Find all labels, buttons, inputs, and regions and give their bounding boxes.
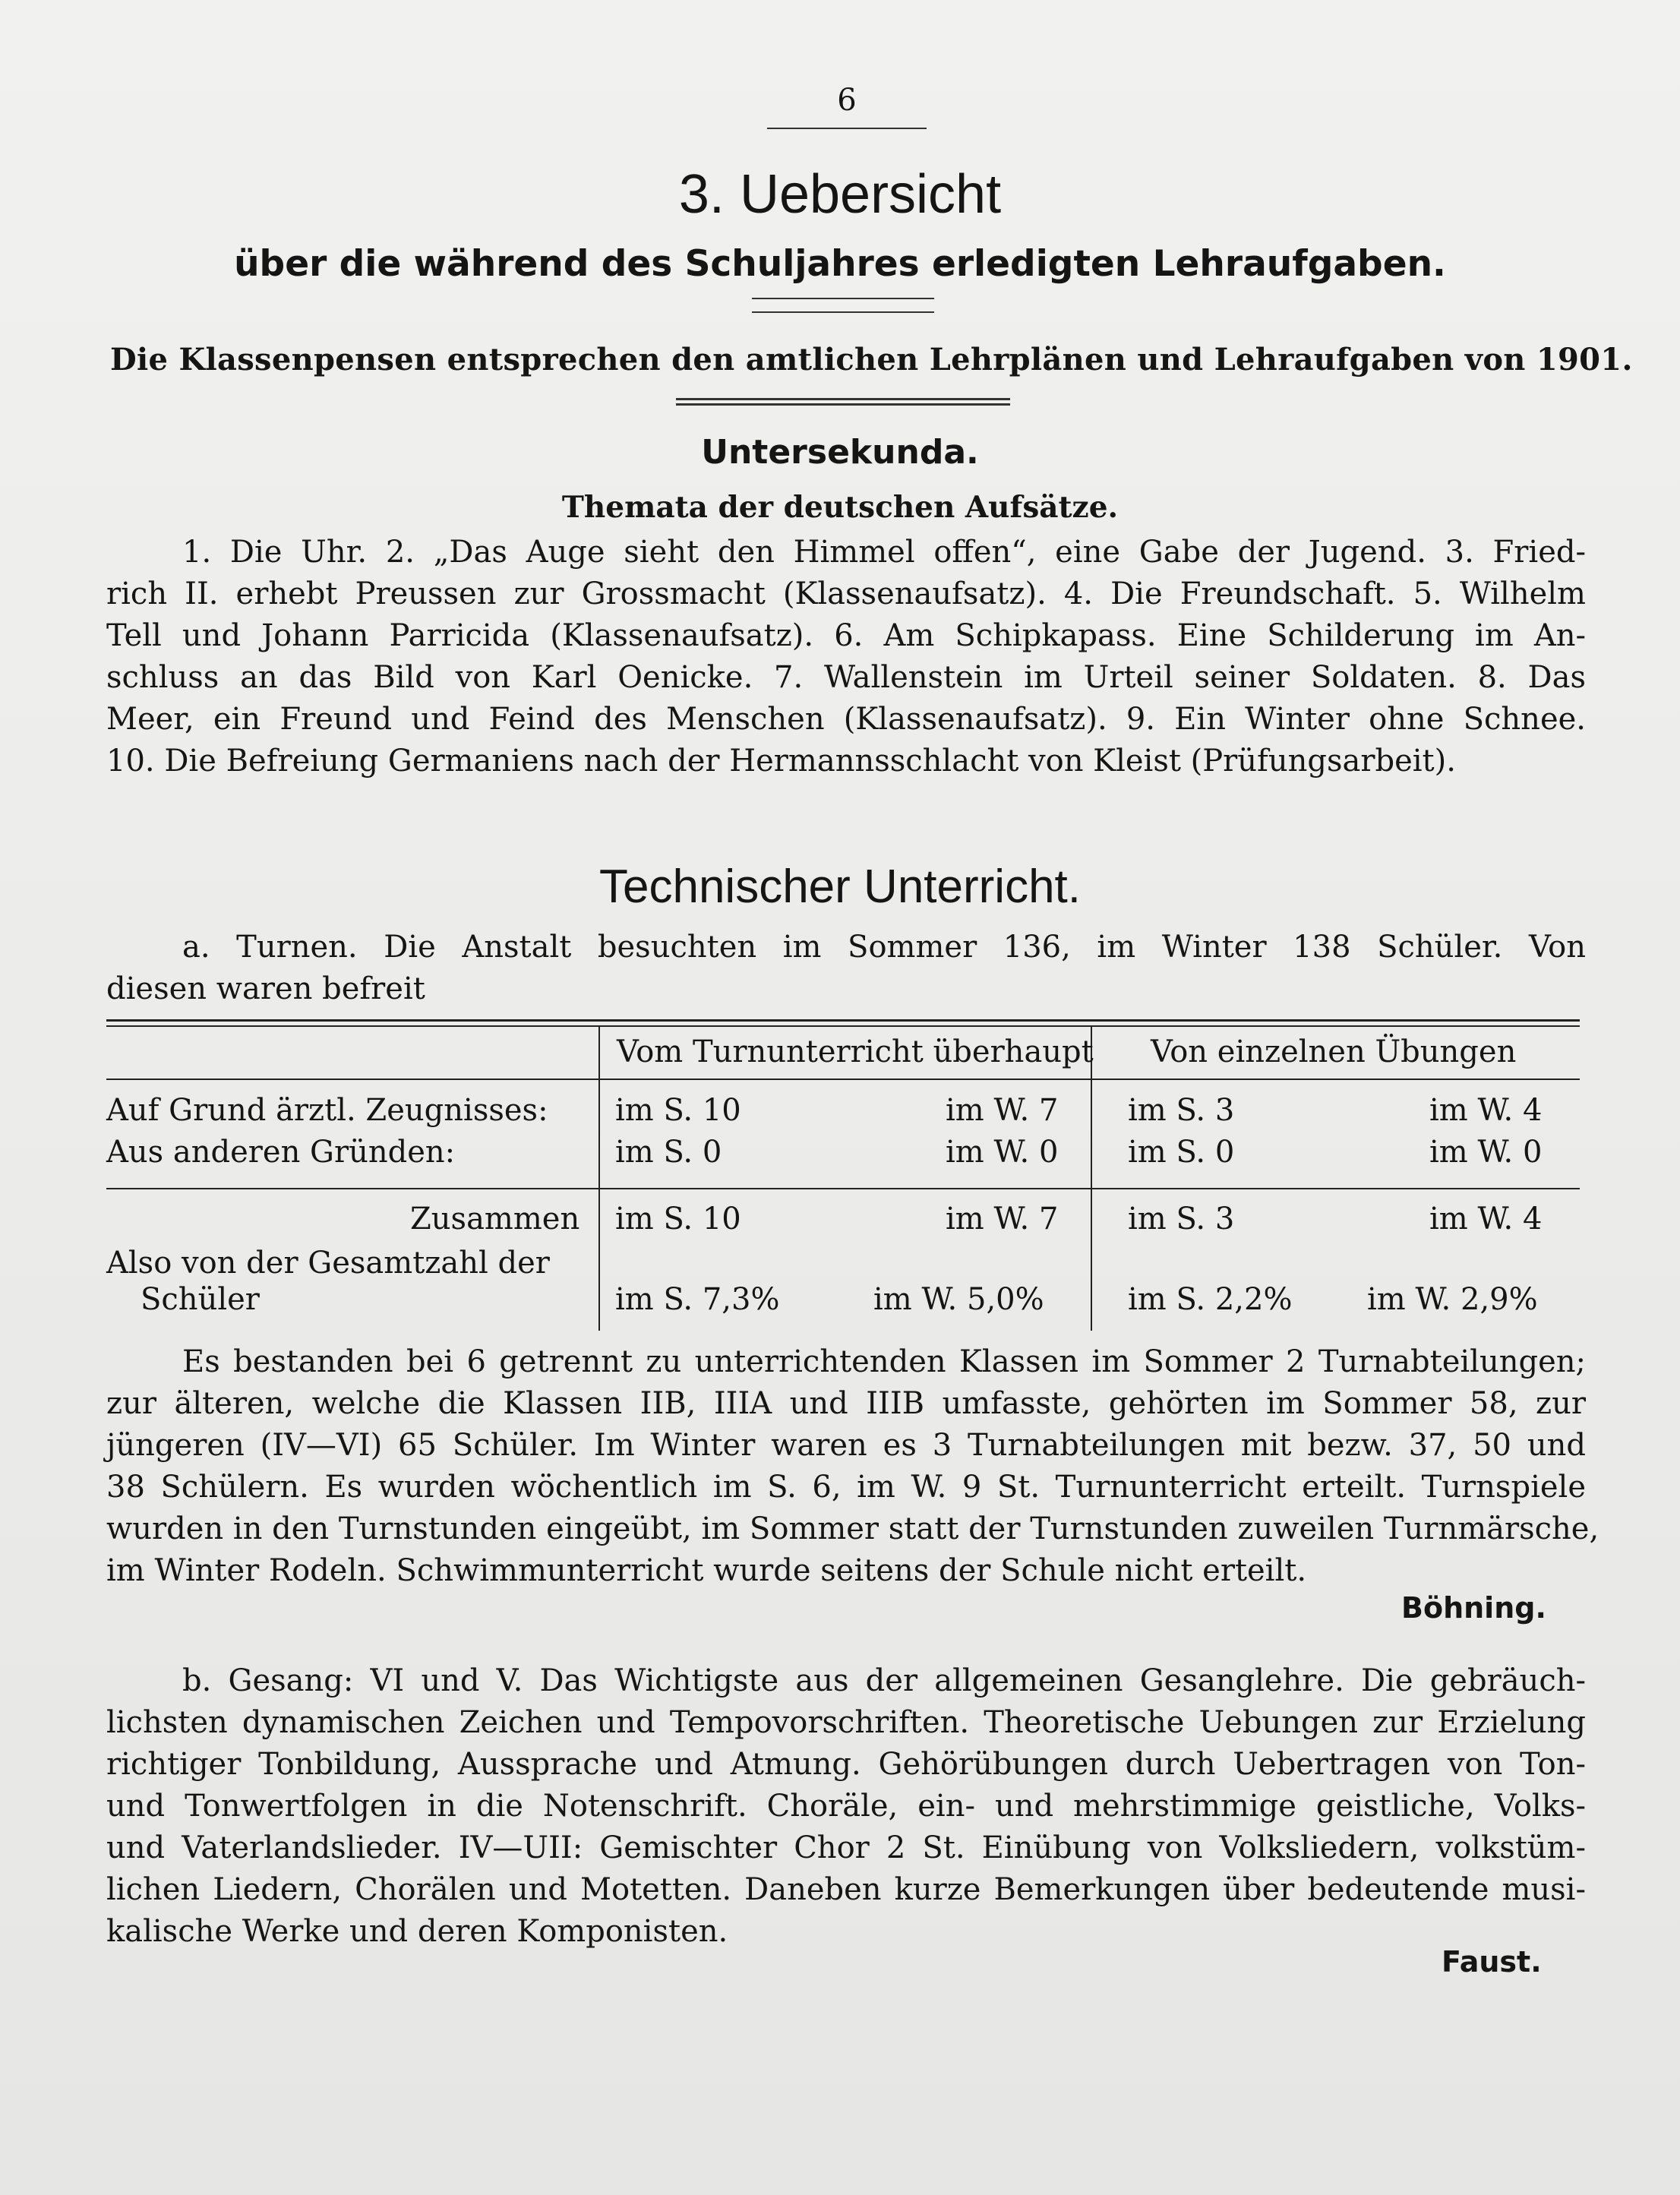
text-line: richtiger Tonbildung, Aussprache und Atmung. Gehörübungen durch Uebertragen von Ton- [106, 1747, 1586, 1782]
text-line: kalische Werke und deren Komponisten. [106, 1914, 728, 1949]
table-rule [106, 1019, 1580, 1022]
table-rule [598, 1189, 600, 1331]
gesang-paragraph [106, 1660, 1586, 1953]
table-cell: im W. 5,0% [873, 1282, 1044, 1317]
text-line: schluss an das Bild von Karl Oenicke. 7. Wallenstein im Urteil seiner Soldaten. 8. Das [106, 660, 1586, 695]
table-cell: im W. 0 [1429, 1135, 1543, 1170]
text-line: 10. Die Befreiung Germaniens nach der Hermannsschlacht von Kleist (Prüfungsarbeit). [106, 744, 1456, 779]
table-rule [598, 1080, 600, 1188]
table-cell: im S. 3 [1128, 1093, 1235, 1128]
table-row-label: Schüler [141, 1282, 260, 1317]
table-row-label: Zusammen [410, 1202, 580, 1236]
text-line: zur älteren, welche die Klassen IIB, IIIA und IIIB umfasste, gehörten im Sommer 58, zur [106, 1386, 1586, 1421]
page-number: 6 [837, 83, 857, 118]
text-line: im Winter Rodeln. Schwimmunterricht wurde seitens der Schule nicht erteilt. [106, 1553, 1307, 1588]
table-cell: im S. 10 [615, 1093, 741, 1128]
table-cell: im W. 7 [946, 1093, 1059, 1128]
text-line: b. Gesang: VI und V. Das Wichtigste aus der allgemeinen Gesanglehre. Die gebräuch- [182, 1663, 1586, 1698]
divider-rule [752, 298, 934, 299]
table-cell: im S. 7,3% [615, 1282, 780, 1317]
text-line: Tell und Johann Parricida (Klassenaufsatz). 6. Am Schipkapass. Eine Schilderung im An- [106, 618, 1586, 653]
page-number-rule [767, 128, 927, 129]
text-line: wurden in den Turnstunden eingeübt, im Sommer statt der Turnstunden zuweilen Turnmärsche, [106, 1511, 1599, 1546]
table-rule [1091, 1080, 1092, 1188]
page-subtitle: über die während des Schuljahres erledigten Lehraufgaben. [234, 243, 1446, 285]
text-line: Meer, ein Freund und Feind des Menschen (Klassenaufsatz). 9. Ein Winter ohne Schnee. [106, 702, 1586, 737]
turnen-intro-paragraph [106, 927, 1586, 1010]
table-row-label: Aus anderen Gründen: [106, 1135, 456, 1170]
text-line: und Vaterlandslieder. IV—UII: Gemischter Chor 2 St. Einübung von Volksliedern, volkstüm- [106, 1830, 1586, 1865]
text-line: a. Turnen. Die Anstalt besuchten im Sommer 136, im Winter 138 Schüler. Von [182, 930, 1586, 965]
column-header: Von einzelnen Übungen [1151, 1034, 1517, 1069]
table-cell: im S. 0 [615, 1135, 722, 1170]
essay-topics-heading: Themata der deutschen Aufsätze. [561, 490, 1119, 525]
text-line: lichen Liedern, Chorälen und Motetten. Daneben kurze Bemerkungen über bedeutende musi- [106, 1872, 1586, 1907]
signature-faust: Faust. [1442, 1945, 1542, 1979]
text-line: und Tonwertfolgen in die Notenschrift. Choräle, ein- und mehrstimmige geistliche, Volks- [106, 1789, 1586, 1824]
text-line: 38 Schülern. Es wurden wöchentlich im S. 6, im W. 9 St. Turnunterricht erteilt. Turnspiele [106, 1470, 1586, 1505]
table-cell: im S. 10 [615, 1202, 741, 1236]
exemption-table [106, 1019, 1580, 1331]
text-line: lichsten dynamischen Zeichen und Tempovorschriften. Theoretische Uebungen zur Erzielung [106, 1705, 1586, 1740]
table-cell: im W. 4 [1429, 1202, 1543, 1236]
section-heading-technical: Technischer Unterricht. [598, 861, 1082, 913]
text-line: rich II. erhebt Preussen zur Grossmacht (Klassenaufsatz). 4. Die Freundschaft. 5. Wilhelm [106, 576, 1586, 611]
column-header: Vom Turnunterricht überhaupt [617, 1034, 1094, 1069]
table-cell: im S. 0 [1128, 1135, 1235, 1170]
table-row-label: Also von der Gesamtzahl der [106, 1246, 550, 1281]
table-rule [598, 1027, 600, 1079]
page-title: 3. Uebersicht [678, 164, 1002, 225]
table-rule [106, 1079, 1580, 1080]
text-line: 1. Die Uhr. 2. „Das Auge sieht den Himmel offen“, eine Gabe der Jugend. 3. Fried- [182, 535, 1586, 570]
table-cell: im W. 2,9% [1367, 1282, 1538, 1317]
text-line: Es bestanden bei 6 getrennt zu unterrichtenden Klassen im Sommer 2 Turnabteilungen; [182, 1344, 1586, 1379]
text-line: jüngeren (IV—VI) 65 Schüler. Im Winter waren es 3 Turnabteilungen mit bezw. 37, 50 und [106, 1428, 1586, 1463]
table-cell: im S. 2,2% [1128, 1282, 1293, 1317]
table-row-label: Auf Grund ärztl. Zeugnisses: [106, 1093, 548, 1128]
turnen-paragraph [106, 1341, 1599, 1592]
table-cell: im S. 3 [1128, 1202, 1235, 1236]
signature-boehning: Böhning. [1401, 1591, 1546, 1625]
table-cell: im W. 0 [946, 1135, 1059, 1170]
text-line: diesen waren befreit [106, 971, 425, 1006]
section-heading-untersekunda: Untersekunda. [701, 433, 979, 472]
curriculum-statement: Die Klassenpensen entsprechen den amtlichen Lehrplänen und Lehraufgaben von 1901. [110, 342, 1633, 377]
table-rule [1091, 1189, 1092, 1331]
table-rule [106, 1025, 1580, 1027]
table-cell: im W. 7 [946, 1202, 1059, 1236]
essay-topics-paragraph [106, 532, 1586, 782]
table-rule [106, 1188, 1580, 1189]
divider-rule [752, 311, 934, 313]
double-divider [676, 398, 1010, 406]
table-cell: im W. 4 [1429, 1093, 1543, 1128]
